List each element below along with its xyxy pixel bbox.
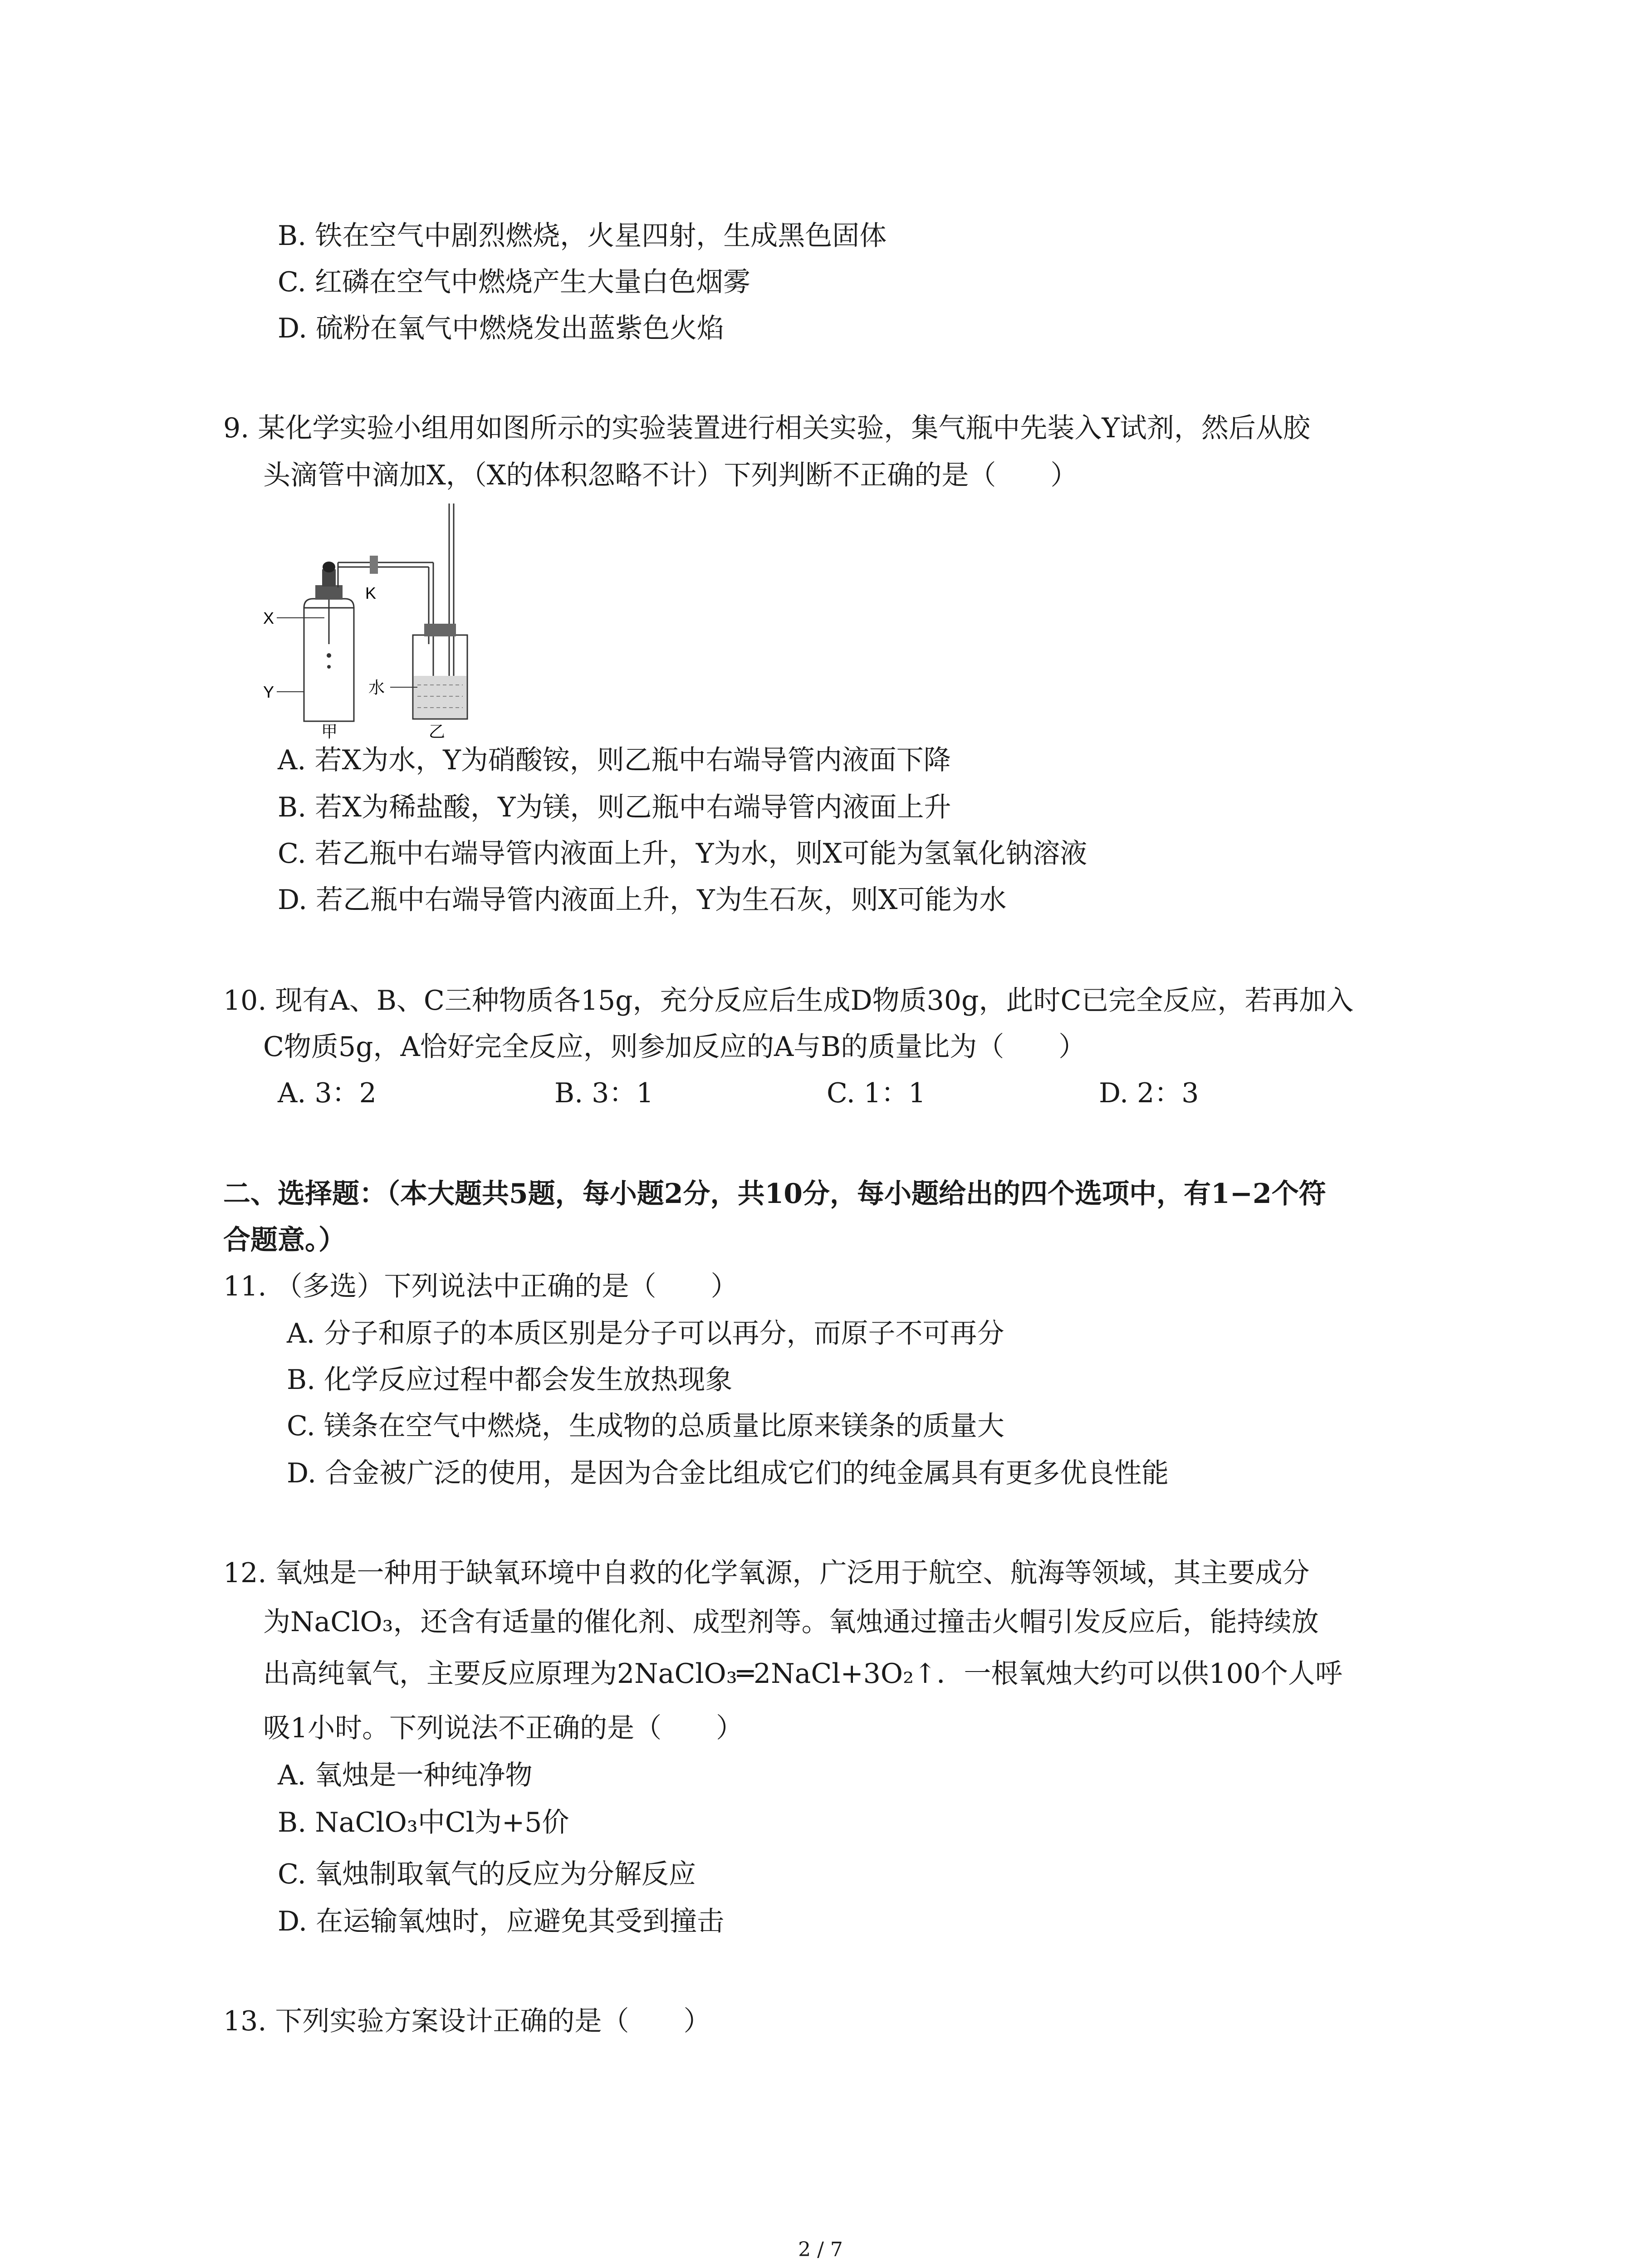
q12-option-b: B. NaClO₃中Cl为+5价 — [278, 1807, 569, 1838]
q12-stem-line1: 12. 氧烛是一种用于缺氧环境中自救的化学氧源，广泛用于航空、航海等领域，其主要成分 — [223, 1557, 1310, 1589]
q9-option-c: C. 若乙瓶中右端导管内液面上升，Y为水，则X可能为氢氧化钠溶液 — [278, 838, 1087, 870]
q11-option-a: A. 分子和原子的本质区别是分子可以再分，而原子不可再分 — [287, 1318, 1004, 1349]
label-x: X — [263, 609, 274, 627]
q11-stem: 11. （多选）下列说法中正确的是（ ） — [223, 1271, 738, 1302]
q12-stem-line3: 出高纯氧气，主要反应原理为2NaClO₃═2NaCl+3O₂↑．一根氧烛大约可以供100个人呼 — [263, 1658, 1342, 1690]
label-y: Y — [263, 683, 274, 701]
label-water: 水 — [368, 679, 385, 697]
q11-option-b: B. 化学反应过程中都会发生放热现象 — [287, 1364, 733, 1396]
q11-option-c: C. 镁条在空气中燃烧，生成物的总质量比原来镁条的质量大 — [287, 1410, 1004, 1442]
bottle-yi — [413, 624, 467, 719]
q8-option-d: D. 硫粉在氧气中燃烧发出蓝紫色火焰 — [278, 313, 725, 344]
q10-stem-line1: 10. 现有A、B、C三种物质各15g，充分反应后生成D物质30g，此时C已完全反应，若再加入 — [223, 985, 1354, 1017]
q12-option-c: C. 氧烛制取氧气的反应为分解反应 — [278, 1858, 696, 1890]
q8-option-b: B. 铁在空气中剧烈燃烧，火星四射，生成黑色固体 — [278, 220, 887, 252]
q9-option-d: D. 若乙瓶中右端导管内液面上升，Y为生石灰，则X可能为水 — [278, 884, 1007, 916]
q10-stem-line2: C物质5g，A恰好完全反应，则参加反应的A与B的质量比为（ ） — [263, 1031, 1086, 1063]
q9-option-b: B. 若X为稀盐酸，Y为镁，则乙瓶中右端导管内液面上升 — [278, 792, 951, 823]
q12-stem-line4: 吸1小时。下列说法不正确的是（ ） — [263, 1712, 744, 1744]
q9-option-a: A. 若X为水，Y为硝酸铵，则乙瓶中右端导管内液面下降 — [278, 744, 951, 776]
bottle-jia — [304, 562, 354, 721]
q12-stem-line2: 为NaClO₃，还含有适量的催化剂、成型剂等。氧烛通过撞击火帽引发反应后，能持续放 — [263, 1606, 1319, 1638]
q10-option-b: B. 3：1 — [554, 1077, 654, 1109]
page-number: 2 / 7 — [798, 2238, 843, 2261]
q11-option-d: D. 合金被广泛的使用，是因为合金比组成它们的纯金属具有更多优良性能 — [287, 1457, 1169, 1489]
label-k: K — [365, 584, 377, 602]
q12-option-a: A. 氧烛是一种纯净物 — [278, 1760, 533, 1791]
label-jia: 甲 — [321, 723, 338, 739]
q9-stem-line1: 9. 某化学实验小组用如图所示的实验装置进行相关实验，集气瓶中先装入Y试剂，然后从胶 — [223, 412, 1310, 444]
q13-stem: 13. 下列实验方案设计正确的是（ ） — [223, 2005, 711, 2037]
q10-option-a: A. 3：2 — [278, 1077, 377, 1109]
q12-option-d: D. 在运输氧烛时，应避免其受到撞击 — [278, 1906, 725, 1937]
apparatus-diagram — [254, 494, 490, 739]
q10-option-d: D. 2：3 — [1099, 1077, 1199, 1109]
section2-heading-line2: 合题意。） — [223, 1224, 346, 1256]
q8-option-c: C. 红磷在空气中燃烧产生大量白色烟雾 — [278, 266, 750, 298]
q10-option-c: C. 1：1 — [827, 1077, 926, 1109]
q9-stem-line2: 头滴管中滴加X，（X的体积忽略不计）下列判断不正确的是（ ） — [263, 459, 1078, 491]
section2-heading-line1: 二、选择题：（本大题共5题，每小题2分，共10分，每小题给出的四个选项中，有1−2个符 — [223, 1178, 1326, 1210]
label-yi: 乙 — [429, 723, 446, 739]
